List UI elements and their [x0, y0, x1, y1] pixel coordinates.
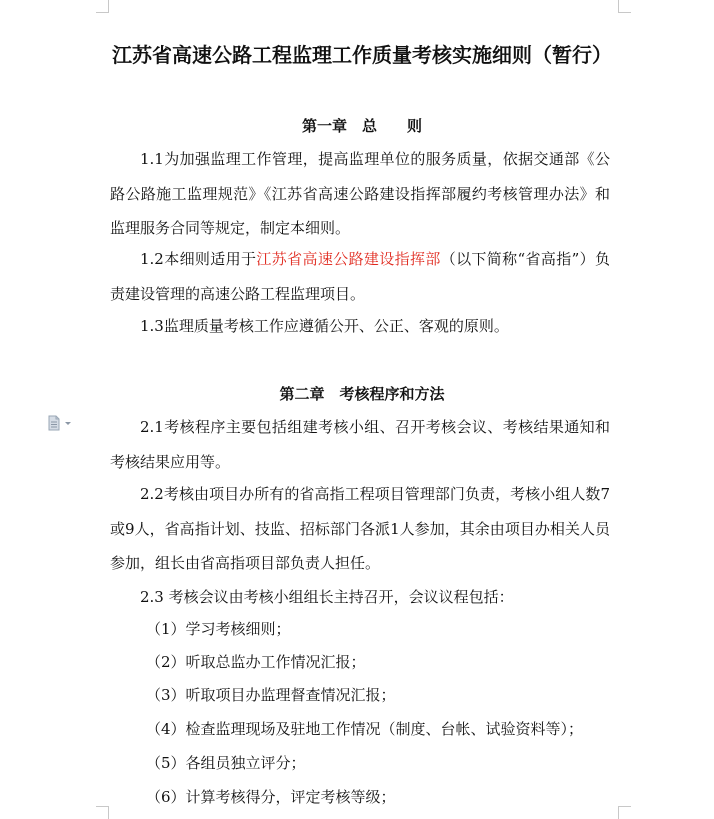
document-title: 江苏省高速公路工程监理工作质量考核实施细则（暂行）: [112, 43, 612, 67]
list-item: （4）检查监理现场及驻地工作情况（制度、台帐、试验资料等）；: [146, 720, 584, 738]
paragraph-1-2-before: 1.2本细则适用于: [140, 250, 257, 268]
chapter-2-heading: 第二章 考核程序和方法: [279, 385, 445, 403]
paragraph-2-1: 2.1考核程序主要包括组建考核小组、召开考核会议、考核结果通知和考核结果应用等。: [110, 418, 610, 471]
paragraph-2-2: 2.2考核由项目办所有的省高指工程项目管理部门负责，考核小组人数7或9人，省高指计划、技监、招标部门各派1人参加，其余由项目办相关人员参加，组长由省高指项目部负责人担任。: [110, 485, 610, 572]
paragraph-1-2: [110, 242, 610, 311]
crop-mark-bottom-left: [96, 806, 109, 819]
crop-mark-bottom-right: [618, 806, 631, 819]
document-note-icon[interactable]: [46, 414, 76, 432]
list-item: （5）各组员独立评分；: [146, 754, 306, 772]
list-item: （3）听取项目办监理督查情况汇报；: [146, 686, 396, 704]
paragraph-1-1: 1.1为加强监理工作管理，提高监理单位的服务质量，依据交通部《公路公路施工监理规范》《江苏省高速公路建设指挥部履约考核管理办法》和监理服务合同等规定，制定本细则。: [110, 150, 610, 237]
chapter-1-heading: 第一章 总 则: [301, 117, 422, 135]
list-item: （6）计算考核得分，评定考核等级；: [146, 788, 396, 806]
list-item: （1）学习考核细则；: [146, 620, 291, 638]
paragraph-1-3: 1.3监理质量考核工作应遵循公开、公正、客观的原则。: [140, 317, 509, 335]
crop-mark-top-left: [96, 0, 109, 13]
highlighted-org-name: 江苏省高速公路建设指挥部: [256, 250, 441, 268]
paragraph-2-3: 2.3 考核会议由考核小组组长主持召开，会议议程包括：: [140, 588, 514, 606]
paragraph-1-2-after: （以下简称“省高指”）负责建设管理的高速公路工程监理项目。: [110, 250, 610, 303]
crop-mark-top-right: [618, 0, 631, 13]
list-item: （2）听取总监办工作情况汇报；: [146, 653, 366, 671]
